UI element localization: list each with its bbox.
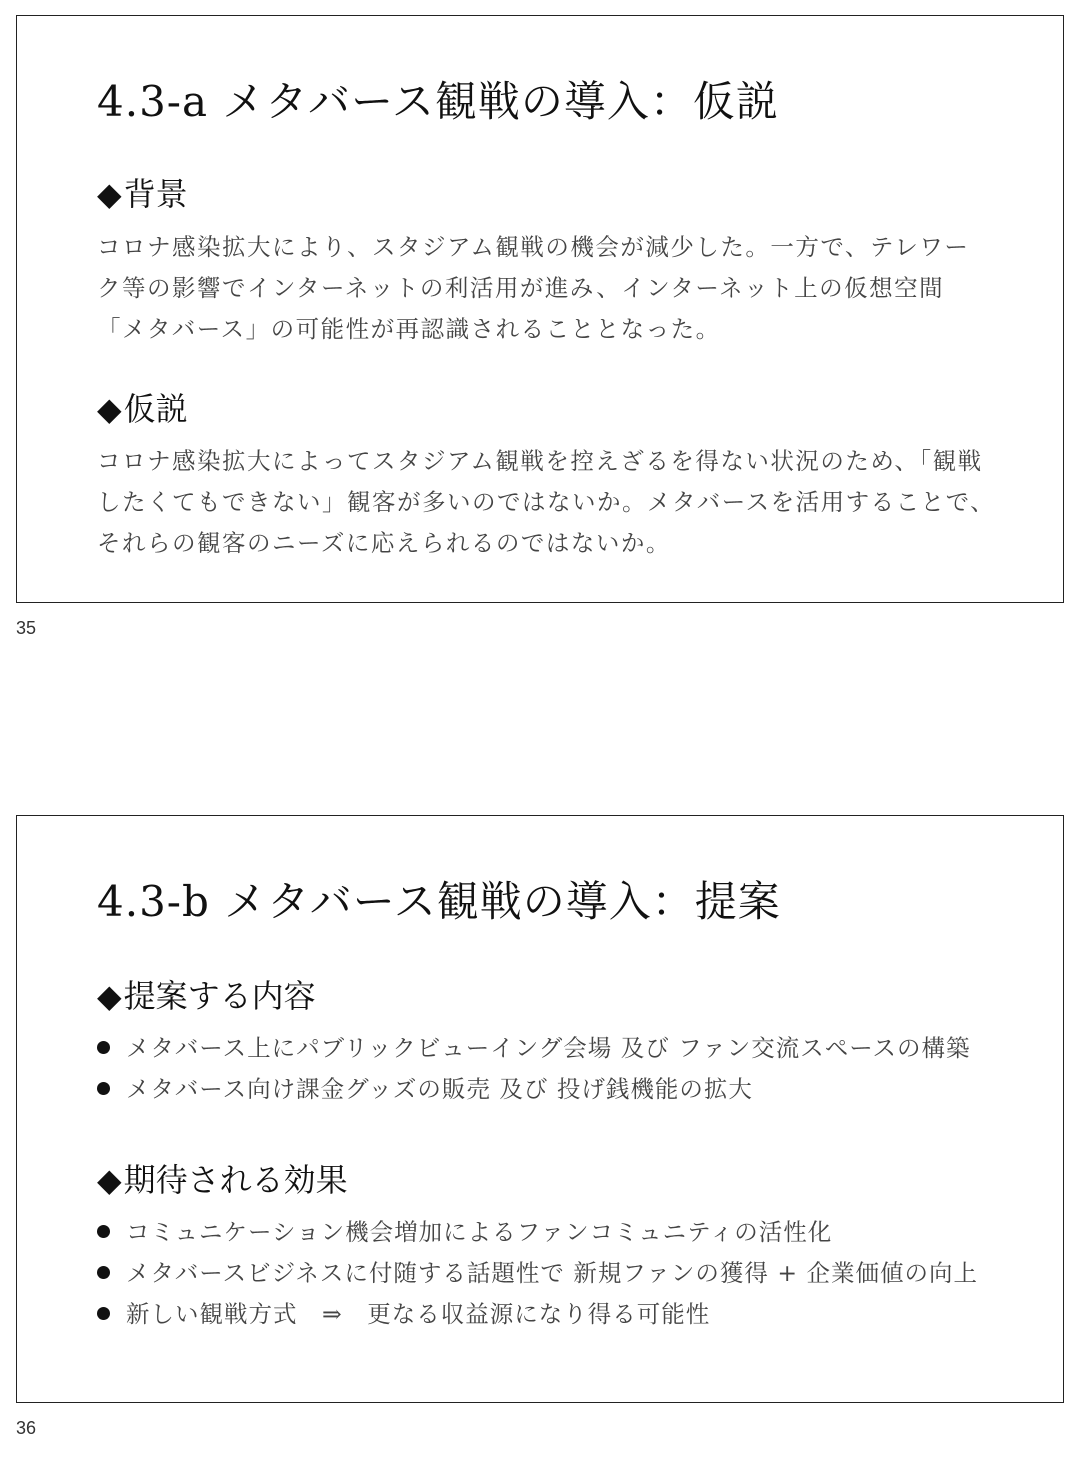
- diamond-bullet-icon: ◆: [97, 390, 122, 428]
- diamond-bullet-icon: ◆: [97, 175, 122, 213]
- slide-title: 4.3-b メタバース観戦の導入：提案: [97, 877, 781, 926]
- list-item-text: メタバース上にパブリックビューイング会場 及び ファン交流スペースの構築: [126, 1034, 971, 1062]
- paragraph-line: ク等の影響でインターネットの利活用が進み、インターネット上の仮想空間: [97, 274, 945, 302]
- diamond-bullet-icon: ◆: [97, 1161, 122, 1199]
- slide-36: [16, 815, 1064, 1403]
- list-item-text: 新しい観戦方式 ⇒ 更なる収益源になり得る可能性: [126, 1300, 711, 1328]
- slide-35: [16, 15, 1064, 603]
- bullet-dot-icon: [97, 1266, 110, 1279]
- page-number: 36: [16, 1418, 37, 1438]
- list-item: [97, 1294, 978, 1335]
- section-heading-label: 期待される効果: [123, 1161, 348, 1199]
- diamond-bullet-icon: ◆: [97, 977, 122, 1015]
- section-heading-proposal: [97, 976, 316, 1016]
- bullet-dot-icon: [97, 1082, 110, 1095]
- list-item-text: メタバースビジネスに付随する話題性で 新規ファンの獲得 + 企業価値の向上: [126, 1259, 979, 1287]
- list-item-text: コミュニケーション機会増加によるファンコミュニティの活性化: [126, 1218, 833, 1246]
- section-heading-background: [97, 174, 188, 214]
- section-heading-hypothesis: [97, 389, 188, 429]
- list-item: [97, 1212, 978, 1253]
- list-item-text: メタバース向け課金グッズの販売 及び 投げ銭機能の拡大: [126, 1075, 753, 1103]
- hypothesis-paragraph: [97, 441, 1057, 564]
- section-heading-expected-effects: [97, 1160, 348, 1200]
- paragraph-line: コロナ感染拡大により、スタジアム観戦の機会が減少した。一方で、テレワー: [97, 233, 970, 261]
- proposal-list: [97, 1028, 971, 1110]
- bullet-dot-icon: [97, 1225, 110, 1238]
- paragraph-line: それらの観客のニーズに応えられるのではないか。: [97, 529, 671, 557]
- section-heading-label: 仮説: [123, 390, 188, 428]
- effects-list: [97, 1212, 978, 1335]
- background-paragraph: [97, 227, 1057, 350]
- bullet-dot-icon: [97, 1041, 110, 1054]
- list-item: [97, 1028, 971, 1069]
- paragraph-line: したくてもできない」観客が多いのではないか。メタバースを活用することで、: [97, 488, 996, 516]
- list-item: [97, 1253, 978, 1294]
- paragraph-line: 「メタバース」の可能性が再認識されることとなった。: [97, 315, 721, 343]
- section-heading-label: 提案する内容: [123, 977, 316, 1015]
- list-item: [97, 1069, 971, 1110]
- slide-title: 4.3-a メタバース観戦の導入：仮説: [97, 77, 779, 126]
- page-number: 35: [16, 618, 37, 638]
- paragraph-line: コロナ感染拡大によってスタジアム観戦を控えざるを得ない状況のため、「観戦: [97, 447, 983, 475]
- bullet-dot-icon: [97, 1307, 110, 1320]
- section-heading-label: 背景: [123, 175, 188, 213]
